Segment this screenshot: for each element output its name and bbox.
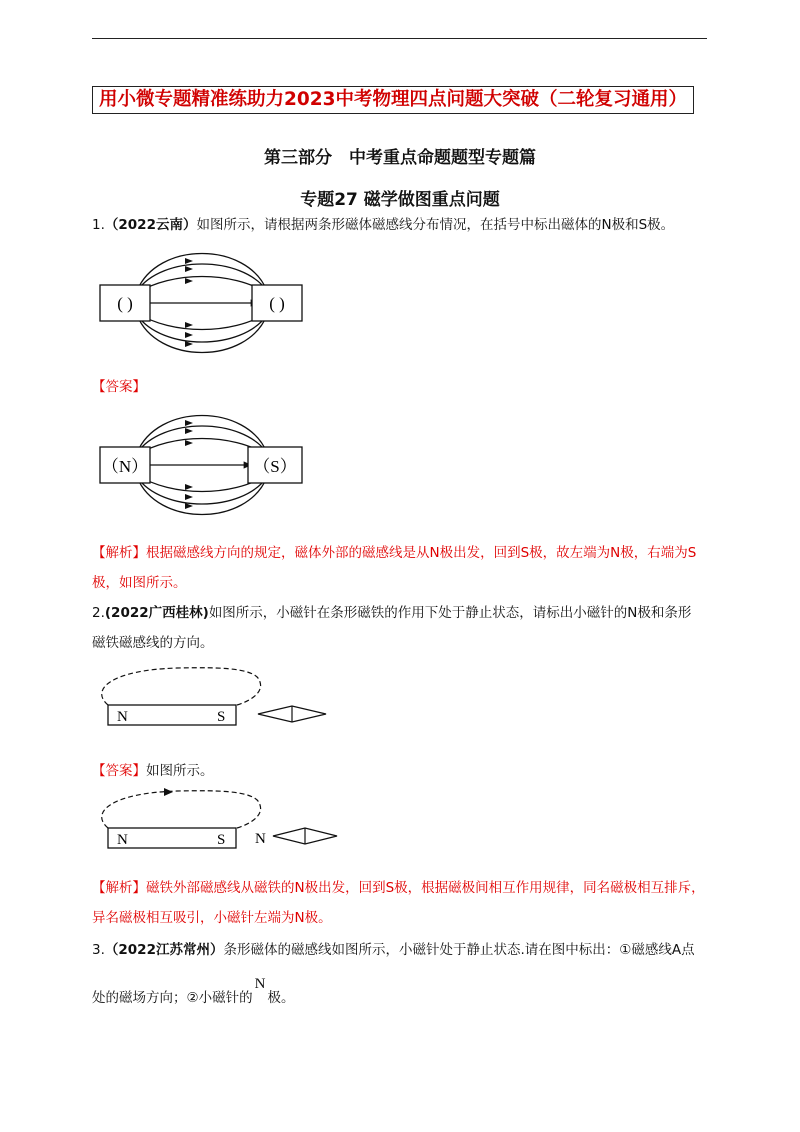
needle-n-label: N — [255, 831, 266, 847]
right-pole-label: ( ) — [269, 294, 285, 313]
series-title: 用小微专题精准练助力2023中考物理四点问题大突破（二轮复习通用） — [92, 86, 694, 114]
answer-2: 【答案】如图所示。 — [92, 763, 214, 779]
analysis-2-line1: 【解析】磁铁外部磁感线从磁铁的N极出发，回到S极，根据磁极间相互作用规律，同名磁极相互排斥， — [92, 880, 705, 896]
q2-answer-figure — [92, 785, 352, 865]
part-title: 第三部分 中考重点命题题型专题篇 — [264, 148, 536, 168]
q1-answer-figure — [92, 405, 312, 525]
question-source: (2022广西桂林) — [104, 605, 209, 621]
question-number: 1. — [92, 217, 105, 233]
top-rule — [92, 38, 707, 39]
question-text: 如图所示，请根据两条形磁体磁感线分布情况，在括号中标出磁体的N极和S极。 — [196, 217, 675, 233]
question-3-line1: 3.（2022江苏常州）条形磁体的磁感线如图所示，小磁针处于静止状态.请在图中标出：①磁感线A点 — [92, 942, 695, 958]
field-line — [137, 315, 267, 342]
question-2-line1: 2.(2022广西桂林)如图所示，小磁针在条形磁铁的作用下处于静止状态，请标出小磁针的N极和条形 — [92, 605, 692, 621]
question-3-line2: 处的磁场方向；②小磁针的N极。 — [92, 976, 295, 1006]
field-direction-arrow — [164, 788, 173, 796]
analysis-tag: 【解析】 — [92, 545, 146, 561]
svg-text:N: N — [117, 832, 128, 848]
question-source: （2022云南） — [104, 217, 197, 233]
compass-needle — [258, 706, 326, 722]
answer-tag: 【答案】 — [92, 763, 146, 779]
left-pole-label: ( ) — [117, 294, 133, 313]
field-line — [137, 254, 267, 292]
field-line — [137, 264, 267, 291]
magnet-s-label: S — [217, 709, 226, 725]
field-line — [137, 315, 267, 353]
magnet-n-label: N — [117, 709, 128, 725]
question-1 — [92, 215, 712, 235]
analysis-1-line2: 极，如图所示。 — [92, 575, 187, 591]
q1-figure — [92, 243, 312, 363]
question-2-line2: 磁铁磁感线的方向。 — [92, 635, 214, 651]
analysis-2-line2: 异名磁极相互吸引，小磁针左端为N极。 — [92, 910, 332, 926]
svg-text:S: S — [217, 832, 226, 848]
topic-title: 专题27 磁学做图重点问题 — [300, 190, 500, 210]
analysis-1-line1: 【解析】根据磁感线方向的规定，磁体外部的磁感线是从N极出发，回到S极，故左端为N极，右端为S — [92, 545, 697, 561]
field-line — [137, 277, 267, 294]
q2-figure — [92, 662, 342, 742]
answer-tag: 【答案】 — [92, 379, 146, 395]
answer-left-pole: （N） — [101, 457, 149, 476]
question-source: （2022江苏常州） — [104, 942, 224, 958]
field-line — [137, 313, 267, 330]
answer-right-pole: （S） — [253, 457, 297, 476]
